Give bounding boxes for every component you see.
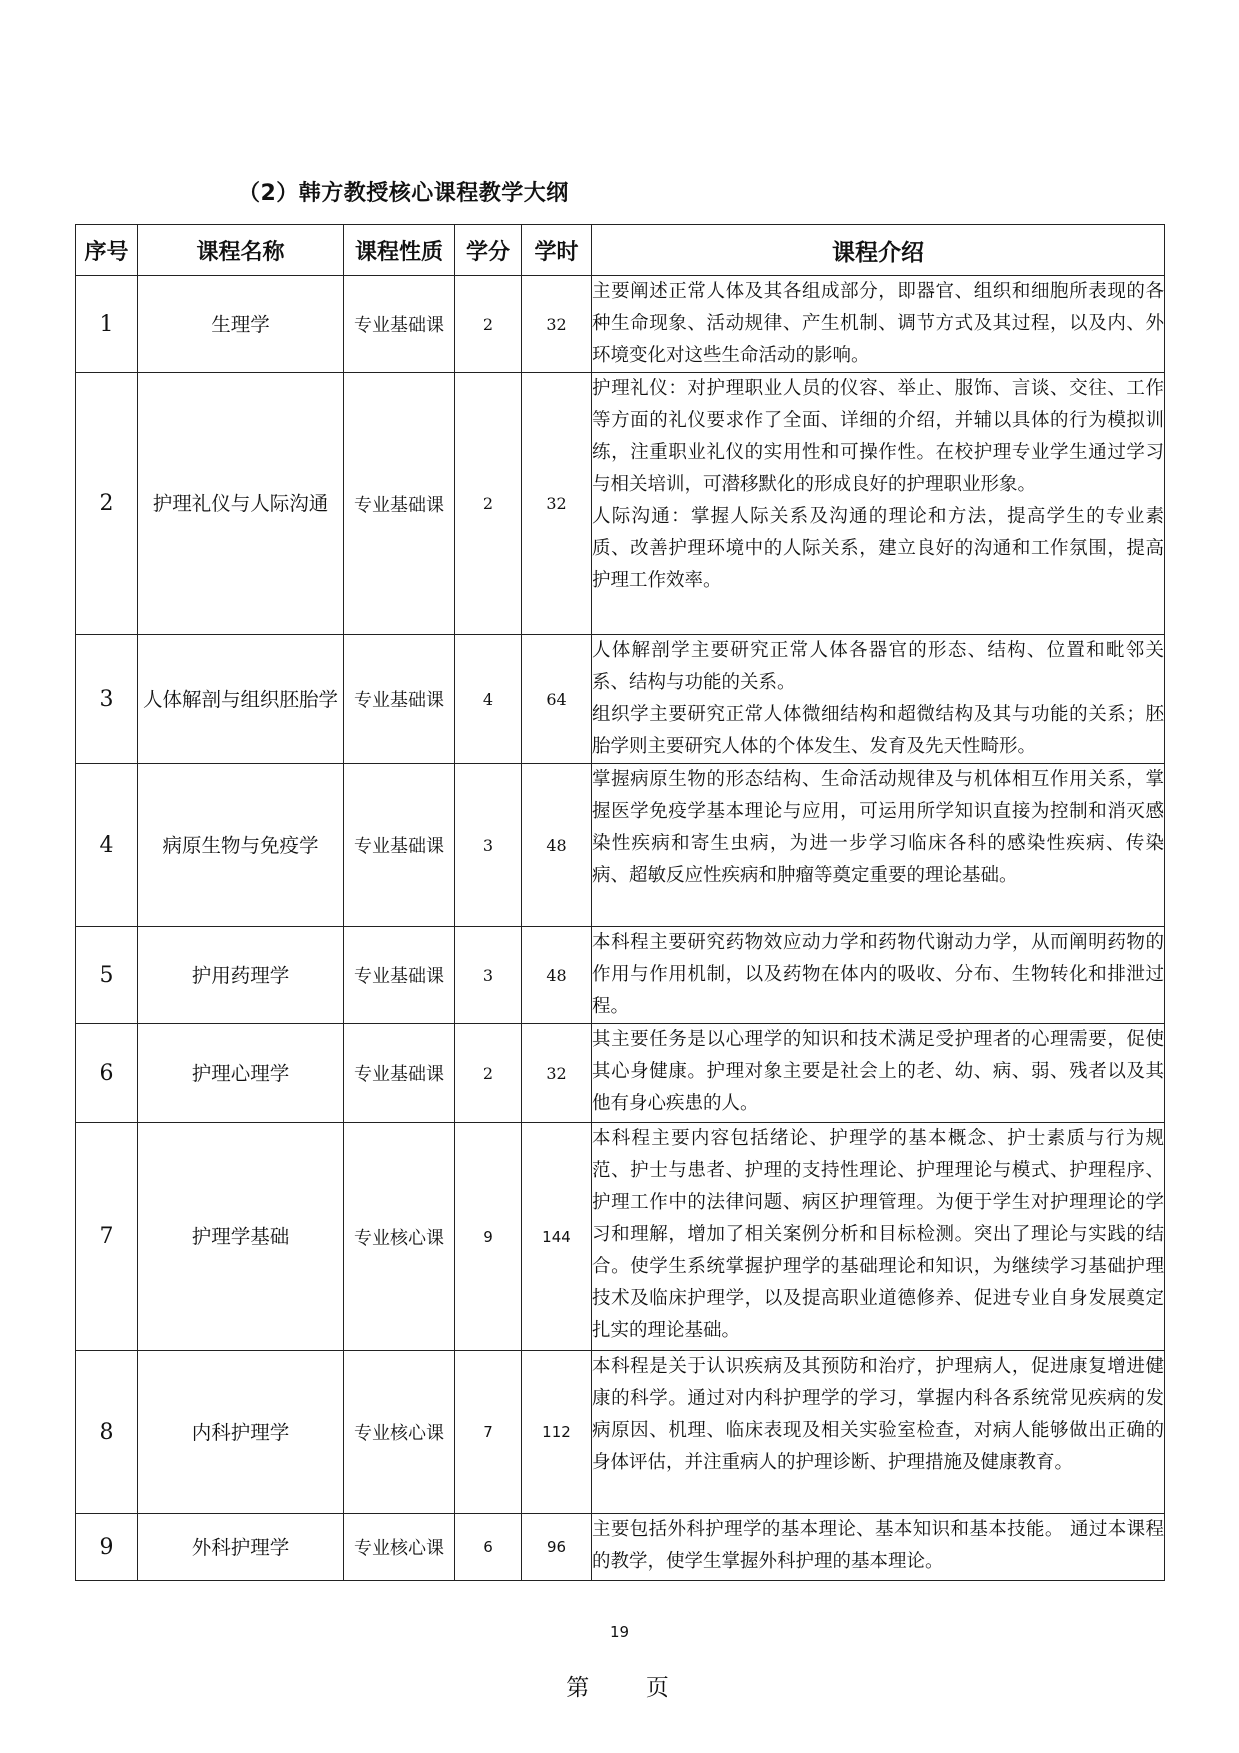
table-row: [76, 927, 1165, 1024]
header-credits: 学分: [455, 225, 522, 276]
row-course-name: 护理心理学: [138, 1024, 344, 1123]
header-hours: 学时: [522, 225, 592, 276]
table-row: [76, 373, 1165, 635]
row-course-type: 专业基础课: [344, 635, 455, 764]
row-credits: 2: [455, 276, 522, 373]
row-course-name: 护理礼仪与人际沟通: [138, 373, 344, 635]
row-no: 1: [76, 276, 138, 373]
intro-paragraph: 本科程主要研究药物效应动力学和药物代谢动力学，从而阐明药物的作用与作用机制，以及药物在体内的吸收、分布、生物转化和排泄过程。: [592, 932, 1164, 1017]
table-row: [76, 1123, 1165, 1351]
row-no: 9: [76, 1514, 138, 1581]
header-course-name: 课程名称: [138, 225, 344, 276]
row-course-type: 专业基础课: [344, 927, 455, 1024]
intro-paragraph: 其主要任务是以心理学的知识和技术满足受护理者的心理需要，促使其心身健康。护理对象主要是社会上的老、幼、病、弱、残者以及其他有身心疾患的人。: [592, 1029, 1164, 1114]
intro-paragraph: 主要阐述正常人体及其各组成部分，即器官、组织和细胞所表现的各种生命现象、活动规律、产生机制、调节方式及其过程，以及内、外环境变化对这些生命活动的影响。: [592, 281, 1164, 366]
row-intro: [592, 927, 1165, 1024]
row-hours: 32: [522, 276, 592, 373]
row-course-name: 生理学: [138, 276, 344, 373]
row-no: 3: [76, 635, 138, 764]
row-credits: 3: [455, 764, 522, 927]
course-syllabus-table: [75, 224, 1165, 1581]
row-course-type: 专业基础课: [344, 1024, 455, 1123]
row-course-type: 专业核心课: [344, 1351, 455, 1514]
footer-left-label: 第: [566, 1675, 594, 1701]
row-course-name: 病原生物与免疫学: [138, 764, 344, 927]
table-row: [76, 1024, 1165, 1123]
row-intro: [592, 1514, 1165, 1581]
row-credits: 7: [455, 1351, 522, 1514]
intro-paragraph: 人体解剖学主要研究正常人体各器官的形态、结构、位置和毗邻关系、结构与功能的关系。: [592, 640, 1164, 693]
row-no: 8: [76, 1351, 138, 1514]
row-course-type: 专业基础课: [344, 276, 455, 373]
row-credits: 9: [455, 1123, 522, 1351]
row-no: 2: [76, 373, 138, 635]
table-row: [76, 1351, 1165, 1514]
row-course-type: 专业基础课: [344, 373, 455, 635]
intro-paragraph: 组织学主要研究正常人体微细结构和超微结构及其与功能的关系；胚胎学则主要研究人体的个体发生、发育及先天性畸形。: [592, 704, 1164, 757]
row-course-type: 专业核心课: [344, 1123, 455, 1351]
table-row: [76, 1514, 1165, 1581]
table-row: [76, 276, 1165, 373]
header-intro: 课程介绍: [592, 225, 1165, 276]
header-course-type: 课程性质: [344, 225, 455, 276]
header-no: 序号: [76, 225, 138, 276]
row-course-type: 专业核心课: [344, 1514, 455, 1581]
row-course-type: 专业基础课: [344, 764, 455, 927]
row-hours: 96: [522, 1514, 592, 1581]
row-intro: [592, 1024, 1165, 1123]
row-hours: 48: [522, 764, 592, 927]
row-intro: [592, 373, 1165, 635]
intro-paragraph: 掌握病原生物的形态结构、生命活动规律及与机体相互作用关系，掌握医学免疫学基本理论与应用，可运用所学知识直接为控制和消灭感染性疾病和寄生虫病，为进一步学习临床各科的感染性疾病、传染病、超敏反应性疾病和肿瘤等奠定重要的理论基础。: [592, 769, 1164, 886]
row-intro: [592, 1351, 1165, 1514]
row-intro: [592, 276, 1165, 373]
row-course-name: 人体解剖与组织胚胎学: [138, 635, 344, 764]
page-number: 19: [609, 1623, 630, 1641]
row-credits: 3: [455, 927, 522, 1024]
table-header-row: [76, 225, 1165, 276]
row-hours: 32: [522, 373, 592, 635]
row-no: 5: [76, 927, 138, 1024]
row-no: 6: [76, 1024, 138, 1123]
table-row: [76, 764, 1165, 927]
row-course-name: 护用药理学: [138, 927, 344, 1024]
row-course-name: 护理学基础: [138, 1123, 344, 1351]
row-course-name: 内科护理学: [138, 1351, 344, 1514]
row-hours: 144: [522, 1123, 592, 1351]
row-no: 4: [76, 764, 138, 927]
intro-paragraph: 主要包括外科护理学的基本理论、基本知识和基本技能。 通过本课程的教学，使学生掌握外科护理的基本理论。: [592, 1519, 1164, 1572]
row-hours: 64: [522, 635, 592, 764]
page-footer: [0, 1669, 1239, 1702]
table-row: [76, 635, 1165, 764]
row-credits: 4: [455, 635, 522, 764]
row-no: 7: [76, 1123, 138, 1351]
row-credits: 2: [455, 373, 522, 635]
row-hours: 32: [522, 1024, 592, 1123]
row-intro: [592, 635, 1165, 764]
row-intro: [592, 1123, 1165, 1351]
row-credits: 2: [455, 1024, 522, 1123]
row-intro: [592, 764, 1165, 927]
row-hours: 48: [522, 927, 592, 1024]
row-hours: 112: [522, 1351, 592, 1514]
intro-paragraph: 护理礼仪：对护理职业人员的仪容、举止、服饰、言谈、交往、工作等方面的礼仪要求作了全面、详细的介绍，并辅以具体的行为模拟训练，注重职业礼仪的实用性和可操作性。在校护理专业学生通过学习与相关培训，可潜移默化的形成良好的护理职业形象。: [592, 378, 1164, 495]
row-course-name: 外科护理学: [138, 1514, 344, 1581]
section-title: （2）韩方教授核心课程教学大纲: [238, 181, 569, 206]
footer-right-label: 页: [645, 1675, 673, 1701]
row-credits: 6: [455, 1514, 522, 1581]
intro-paragraph: 本科程是关于认识疾病及其预防和治疗，护理病人，促进康复增进健康的科学。通过对内科护理学的学习，掌握内科各系统常见疾病的发病原因、机理、临床表现及相关实验室检查，对病人能够做出正确的身体评估，并注重病人的护理诊断、护理措施及健康教育。: [592, 1356, 1164, 1473]
intro-paragraph: 人际沟通：掌握人际关系及沟通的理论和方法，提高学生的专业素质、改善护理环境中的人际关系，建立良好的沟通和工作氛围，提高护理工作效率。: [592, 506, 1164, 591]
intro-paragraph: 本科程主要内容包括绪论、护理学的基本概念、护士素质与行为规范、护士与患者、护理的支持性理论、护理理论与模式、护理程序、护理工作中的法律问题、病区护理管理。为便于学生对护理理论的学习和理解，增加了相关案例分析和目标检测。突出了理论与实践的结合。使学生系统掌握护理学的基础理论和知识，为继续学习基础护理技术及临床护理学，以及提高职业道德修养、促进专业自身发展奠定扎实的理论基础。: [592, 1128, 1164, 1341]
